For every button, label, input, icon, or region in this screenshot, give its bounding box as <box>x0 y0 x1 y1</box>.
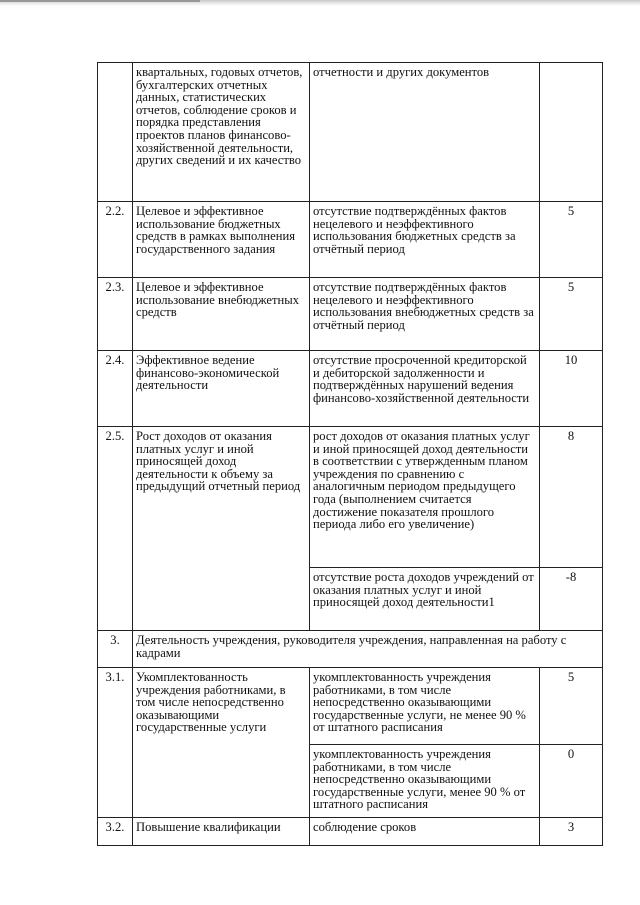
indicator-cell <box>310 202 540 278</box>
criterion-text: Целевое и эффективное использование внебюджетных средств <box>136 280 299 320</box>
indicator-text: соблюдение сроков <box>313 820 417 834</box>
score-cell: 5 <box>540 278 603 351</box>
scan-edge <box>0 0 640 6</box>
table-row <box>98 63 603 202</box>
indicator-cell <box>310 427 540 568</box>
section-heading: Деятельность учреждения, руководителя учреждения, направленная на работу с кадрами <box>133 631 603 668</box>
indicator-text: отсутствие подтверждённых фактов нецелевого и неэффективного использования бюджетных средств за отчётный период <box>313 204 516 256</box>
indicator-text: укомплектованность учреждения работниками, в том числе непосредственно оказывающими государственные услуги, не менее 90 % от штатного расписания <box>313 670 526 735</box>
criterion-cell <box>133 818 310 846</box>
indicator-cell <box>310 745 540 818</box>
indicator-text: отсутствие роста доходов учреждений от оказания платных услуг и иной приносящей доход деятельности1 <box>313 570 534 610</box>
section-row <box>98 631 603 668</box>
criterion-cell <box>133 351 310 427</box>
criterion-text: Целевое и эффективное использование бюджетных средств в рамках выполнения государственного задания <box>136 204 295 256</box>
table-row <box>98 351 603 427</box>
indicator-cell <box>310 818 540 846</box>
indicator-text: отсутствие подтверждённых фактов нецелевого и неэффективного использования внебюджетных средств за отчётный период <box>313 280 534 332</box>
indicator-text: отчетности и других документов <box>313 65 490 79</box>
criterion-text: Рост доходов от оказания платных услуг и иной приносящей доход деятельности к объему за предыдущий отчетный период <box>136 429 301 494</box>
criterion-cell <box>133 278 310 351</box>
score-cell: 5 <box>540 202 603 278</box>
row-number: 2.4. <box>98 351 133 427</box>
score-cell: 5 <box>540 668 603 745</box>
criterion-text: Укомплектованность учреждения работниками, в том числе непосредственно оказывающими государственные услуги <box>136 670 286 735</box>
row-number: 2.2. <box>98 202 133 278</box>
table-row <box>98 818 603 846</box>
score-cell: 3 <box>540 818 603 846</box>
criterion-text: квартальных, годовых отчетов, бухгалтерских отчетных данных, статистических отчетов, соблюдение сроков и порядка представления проектов планов финансово-хозяйственной деятельности, других сведений и их качество <box>136 65 303 168</box>
indicator-cell <box>310 568 540 631</box>
row-number: 2.5. <box>98 427 133 631</box>
criterion-text: Эффективное ведение финансово-экономической деятельности <box>136 353 280 393</box>
row-number: 3.1. <box>98 668 133 818</box>
row-number: 3.2. <box>98 818 133 846</box>
table-row <box>98 668 603 745</box>
row-number <box>98 63 133 202</box>
score-cell: 0 <box>540 745 603 818</box>
indicator-cell <box>310 63 540 202</box>
criterion-cell <box>133 427 310 631</box>
indicator-cell <box>310 278 540 351</box>
indicator-text: отсутствие просроченной кредиторской и дебиторской задолженности и подтверждённых нарушений ведения финансово-хозяйственной деятельности <box>313 353 530 405</box>
row-number: 2.3. <box>98 278 133 351</box>
criterion-cell <box>133 63 310 202</box>
indicator-cell <box>310 668 540 745</box>
score-cell: 8 <box>540 427 603 568</box>
table-row <box>98 278 603 351</box>
indicator-text: укомплектованность учреждения работниками, в том числе непосредственно оказывающими государственные услуги, менее 90 % от штатного расписания <box>313 747 526 812</box>
criteria-table <box>97 62 603 846</box>
criterion-text: Повышение квалификации <box>136 820 281 834</box>
criterion-cell <box>133 202 310 278</box>
criterion-cell <box>133 668 310 818</box>
score-cell: -8 <box>540 568 603 631</box>
section-number: 3. <box>98 631 133 668</box>
score-cell: 10 <box>540 351 603 427</box>
table-row <box>98 202 603 278</box>
indicator-text: рост доходов от оказания платных услуг и иной приносящей доход деятельности в соответствии с утвержденным планом учреждения по сравнению с аналогичным периодом предыдущего года (выполнением считается достижение показателя прошлого периода либо его увеличение) <box>313 429 530 532</box>
indicator-cell <box>310 351 540 427</box>
score-cell <box>540 63 603 202</box>
table-row <box>98 427 603 568</box>
